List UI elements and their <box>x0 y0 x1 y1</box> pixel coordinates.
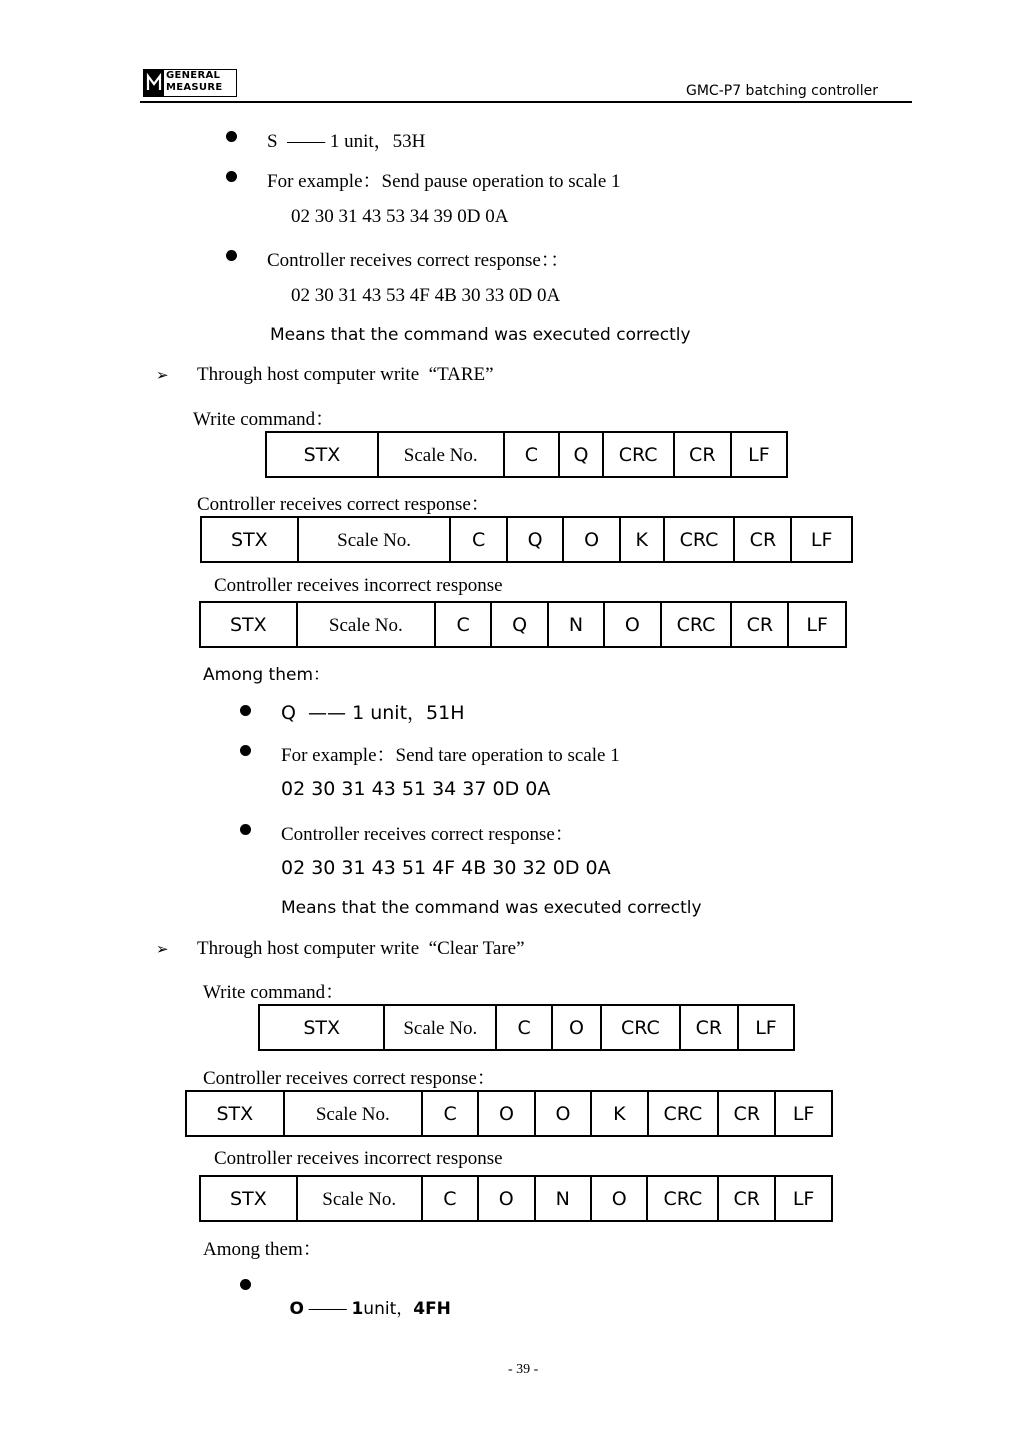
clear-incorrect-table <box>199 1175 833 1222</box>
tare-response-hex: 02 30 31 43 51 4F 4B 30 32 0D 0A <box>281 857 611 879</box>
cell: Q <box>559 432 602 477</box>
pause-meaning: Means that the command was executed correctly <box>270 325 691 345</box>
cell: LF <box>738 1005 794 1050</box>
tare-correct-table <box>200 516 853 563</box>
arrow-bullet-icon: ➢ <box>156 366 169 384</box>
tare-example-hex: 02 30 31 43 51 34 37 0D 0A <box>281 778 551 800</box>
tare-among-label: Among them： <box>203 665 331 685</box>
q-definition: Q —— 1 unit，51H <box>281 702 465 724</box>
tare-example-label: For example：Send tare operation to scale 1 <box>281 745 620 766</box>
tare-correct-label: Controller receives correct response： <box>197 494 490 515</box>
pause-example-label: For example：Send pause operation to scale 1 <box>267 171 621 192</box>
cell: O <box>563 517 619 562</box>
clear-correct-label: Controller receives correct response： <box>203 1068 496 1089</box>
cell: CR <box>734 517 791 562</box>
pause-example-hex: 02 30 31 43 53 34 39 0D 0A <box>291 206 509 227</box>
cell: LF <box>791 517 852 562</box>
cell: LF <box>788 602 846 647</box>
cell: STX <box>200 602 297 647</box>
cell: C <box>450 517 506 562</box>
cell: STX <box>201 517 298 562</box>
tare-write-label: Write command： <box>193 409 335 430</box>
cell: Scale No. <box>297 602 435 647</box>
page-number: - 39 - <box>508 1362 539 1377</box>
tare-incorrect-table <box>199 601 847 648</box>
cell: STX <box>259 1005 384 1050</box>
cell: K <box>620 517 664 562</box>
bullet-icon <box>226 250 237 261</box>
logo-emblem-icon <box>144 70 164 96</box>
logo-text: GENERAL MEASURE <box>166 70 223 93</box>
cell: Scale No. <box>298 517 451 562</box>
cell: Scale No. <box>384 1005 496 1050</box>
cell: CR <box>731 602 788 647</box>
bullet-icon <box>240 705 251 716</box>
cell: STX <box>200 1176 297 1221</box>
cell: CRC <box>603 432 674 477</box>
company-logo <box>143 69 237 97</box>
cell: Q <box>507 517 563 562</box>
clear-incorrect-label: Controller receives incorrect response <box>214 1148 503 1169</box>
o-num: 1 <box>351 1299 364 1319</box>
bullet-icon <box>226 171 237 182</box>
s-definition: S —— 1 unit，53H <box>267 131 426 152</box>
tare-write-table <box>265 431 788 478</box>
pause-response-hex: 02 30 31 43 53 4F 4B 30 33 0D 0A <box>291 285 561 306</box>
cell: O <box>478 1176 534 1221</box>
cell: C <box>422 1091 478 1136</box>
cell: CRC <box>664 517 735 562</box>
cell: CRC <box>601 1005 680 1050</box>
tare-meaning: Means that the command was executed correctly <box>281 898 702 918</box>
cell: LF <box>731 432 787 477</box>
cell: LF <box>775 1091 832 1136</box>
cell: O <box>535 1091 591 1136</box>
cell: CR <box>680 1005 738 1050</box>
cell: STX <box>266 432 378 477</box>
cell: CRC <box>648 1091 719 1136</box>
clear-correct-table <box>185 1090 833 1137</box>
o-unit: unit， <box>363 1299 414 1319</box>
cell: C <box>422 1176 478 1221</box>
cell: Scale No. <box>297 1176 422 1221</box>
bullet-icon <box>226 131 237 142</box>
header-rule <box>140 101 912 103</box>
tare-heading: Through host computer write “TARE” <box>197 364 494 385</box>
cell: O <box>552 1005 601 1050</box>
tare-response-label: Controller receives correct response： <box>281 824 574 845</box>
document-title: GMC-P7 batching controller <box>686 83 878 99</box>
arrow-bullet-icon: ➢ <box>156 940 169 958</box>
cell: Q <box>491 602 547 647</box>
bullet-icon <box>240 824 251 835</box>
clear-heading: Through host computer write “Clear Tare” <box>197 938 525 959</box>
cell: C <box>435 602 491 647</box>
cell: N <box>548 602 604 647</box>
tare-incorrect-label: Controller receives incorrect response <box>214 575 503 596</box>
cell: C <box>496 1005 552 1050</box>
o-dash: —— <box>303 1298 352 1319</box>
o-hex: 4FH <box>413 1299 451 1319</box>
bullet-icon <box>240 1279 251 1290</box>
cell: Scale No. <box>378 432 504 477</box>
cell: CRC <box>661 602 732 647</box>
cell: O <box>604 602 660 647</box>
cell: Scale No. <box>284 1091 422 1136</box>
cell: LF <box>775 1176 832 1221</box>
cell: STX <box>186 1091 284 1136</box>
clear-write-table <box>258 1004 795 1051</box>
bullet-icon <box>240 745 251 756</box>
cell: C <box>504 432 560 477</box>
o-definition <box>281 1274 451 1320</box>
cell: N <box>535 1176 591 1221</box>
o-letter: O <box>289 1299 304 1319</box>
cell: CRC <box>647 1176 718 1221</box>
cell: CR <box>674 432 731 477</box>
clear-among-label: Among them： <box>203 1239 322 1260</box>
clear-write-label: Write command： <box>203 982 345 1003</box>
cell: O <box>478 1091 534 1136</box>
cell: K <box>591 1091 647 1136</box>
pause-response-label: Controller receives correct response：： <box>267 250 570 271</box>
cell: CR <box>718 1176 775 1221</box>
cell: CR <box>718 1091 775 1136</box>
cell: O <box>591 1176 647 1221</box>
